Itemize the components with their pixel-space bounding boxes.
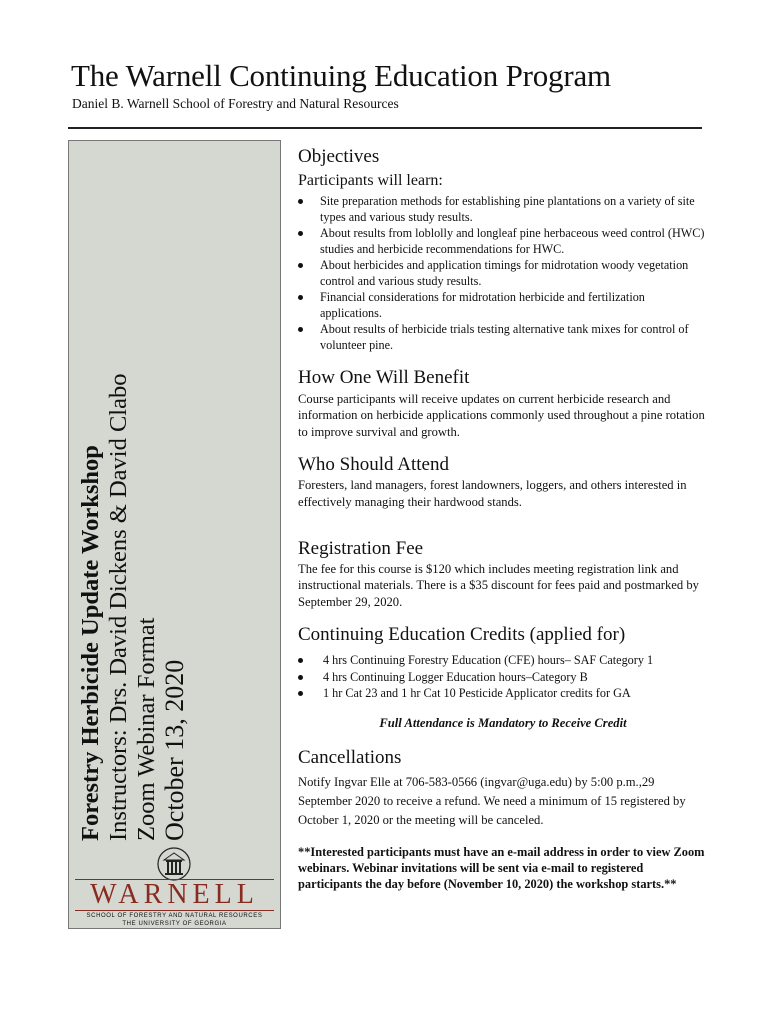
logo-wordmark: WARNELL (75, 879, 274, 911)
benefit-text: Course participants will receive updates on current herbicide research and information on herbicide applications commonly used throughout a pine rotation to improve survival and growth. (298, 391, 705, 439)
list-item: About results from loblolly and longleaf pine herbaceous weed control (HWC) studies and herbicide recommendations for HWC. (298, 225, 708, 257)
credits-heading: Continuing Education Credits (applied for) (298, 624, 626, 646)
workshop-format: Zoom Webinar Format (133, 617, 160, 841)
objectives-heading: Objectives (298, 146, 380, 167)
arch-icon (157, 847, 191, 881)
benefit-heading: How One Will Benefit (298, 366, 470, 388)
page-subtitle: Daniel B. Warnell School of Forestry and Natural Resources (72, 96, 399, 111)
logo-university-line: THE UNIVERSITY OF GEORGIA (122, 921, 227, 927)
list-item: About results of herbicide trials testing alternative tank mixes for control of volunteer pine. (298, 321, 708, 353)
logo-school-line: SCHOOL OF FORESTRY AND NATURAL RESOURCES (86, 913, 263, 919)
fee-text: The fee for this course is $120 which includes meeting registration link and instructional materials. There is a $35 discount for fees paid and postmarked by September 29, 2020. (298, 561, 699, 609)
cancel-heading: Cancellations (298, 746, 402, 768)
sidebar-panel (68, 140, 281, 929)
mandatory-notice: Full Attendance is Mandatory to Receive Credit (379, 715, 627, 730)
list-item: Financial considerations for midrotation herbicide and fertilization applications. (298, 289, 708, 321)
main-content (298, 146, 708, 905)
workshop-instructors: Instructors: Drs. David Dickens & David Clabo (105, 373, 132, 841)
warnell-logo (69, 843, 280, 929)
credits-list (298, 652, 708, 702)
email-requirement-note: **Interested participants must have an e-mail address in order to view Zoom webinars. Webinar invitations will be sent via e-mail to registered participants the day before (November 10, 2020) the workshop starts.** (298, 844, 705, 892)
page-title: The Warnell Continuing Education Program (71, 58, 611, 93)
bullet-icon (298, 199, 303, 204)
list-item: About herbicides and application timings for midrotation woody vegetation control and various study results. (298, 257, 708, 289)
bullet-icon (298, 691, 303, 696)
list-item: 1 hr Cat 23 and 1 hr Cat 10 Pesticide Applicator credits for GA (298, 685, 708, 702)
bullet-icon (298, 658, 303, 663)
list-item: 4 hrs Continuing Logger Education hours–Category B (298, 669, 708, 686)
attend-heading: Who Should Attend (298, 454, 449, 476)
sidebar-vertical-text (77, 141, 189, 841)
list-item: Site preparation methods for establishing pine plantations on a variety of site types and various study results. (298, 193, 708, 225)
bullet-icon (298, 295, 303, 300)
bullet-icon (298, 231, 303, 236)
workshop-title: Forestry Herbicide Update Workshop (77, 445, 104, 841)
cancel-text: Notify Ingvar Elle at 706-583-0566 (ingvar@uga.edu) by 5:00 p.m.,29 September 2020 to receive a refund. We need a minimum of 15 registered by October 1, 2020 or the meeting will be canceled. (298, 774, 686, 827)
bullet-icon (298, 327, 303, 332)
list-item: 4 hrs Continuing Forestry Education (CFE) hours– SAF Category 1 (298, 652, 708, 669)
bullet-icon (298, 675, 303, 680)
objectives-list (298, 193, 708, 353)
attend-text: Foresters, land managers, forest landowners, loggers, and others interested in effectively managing their hardwood stands. (298, 478, 687, 509)
header-divider (68, 127, 702, 129)
fee-heading: Registration Fee (298, 538, 424, 560)
workshop-date: October 13, 2020 (160, 659, 189, 841)
objectives-lead: Participants will learn: (298, 171, 443, 189)
bullet-icon (298, 263, 303, 268)
